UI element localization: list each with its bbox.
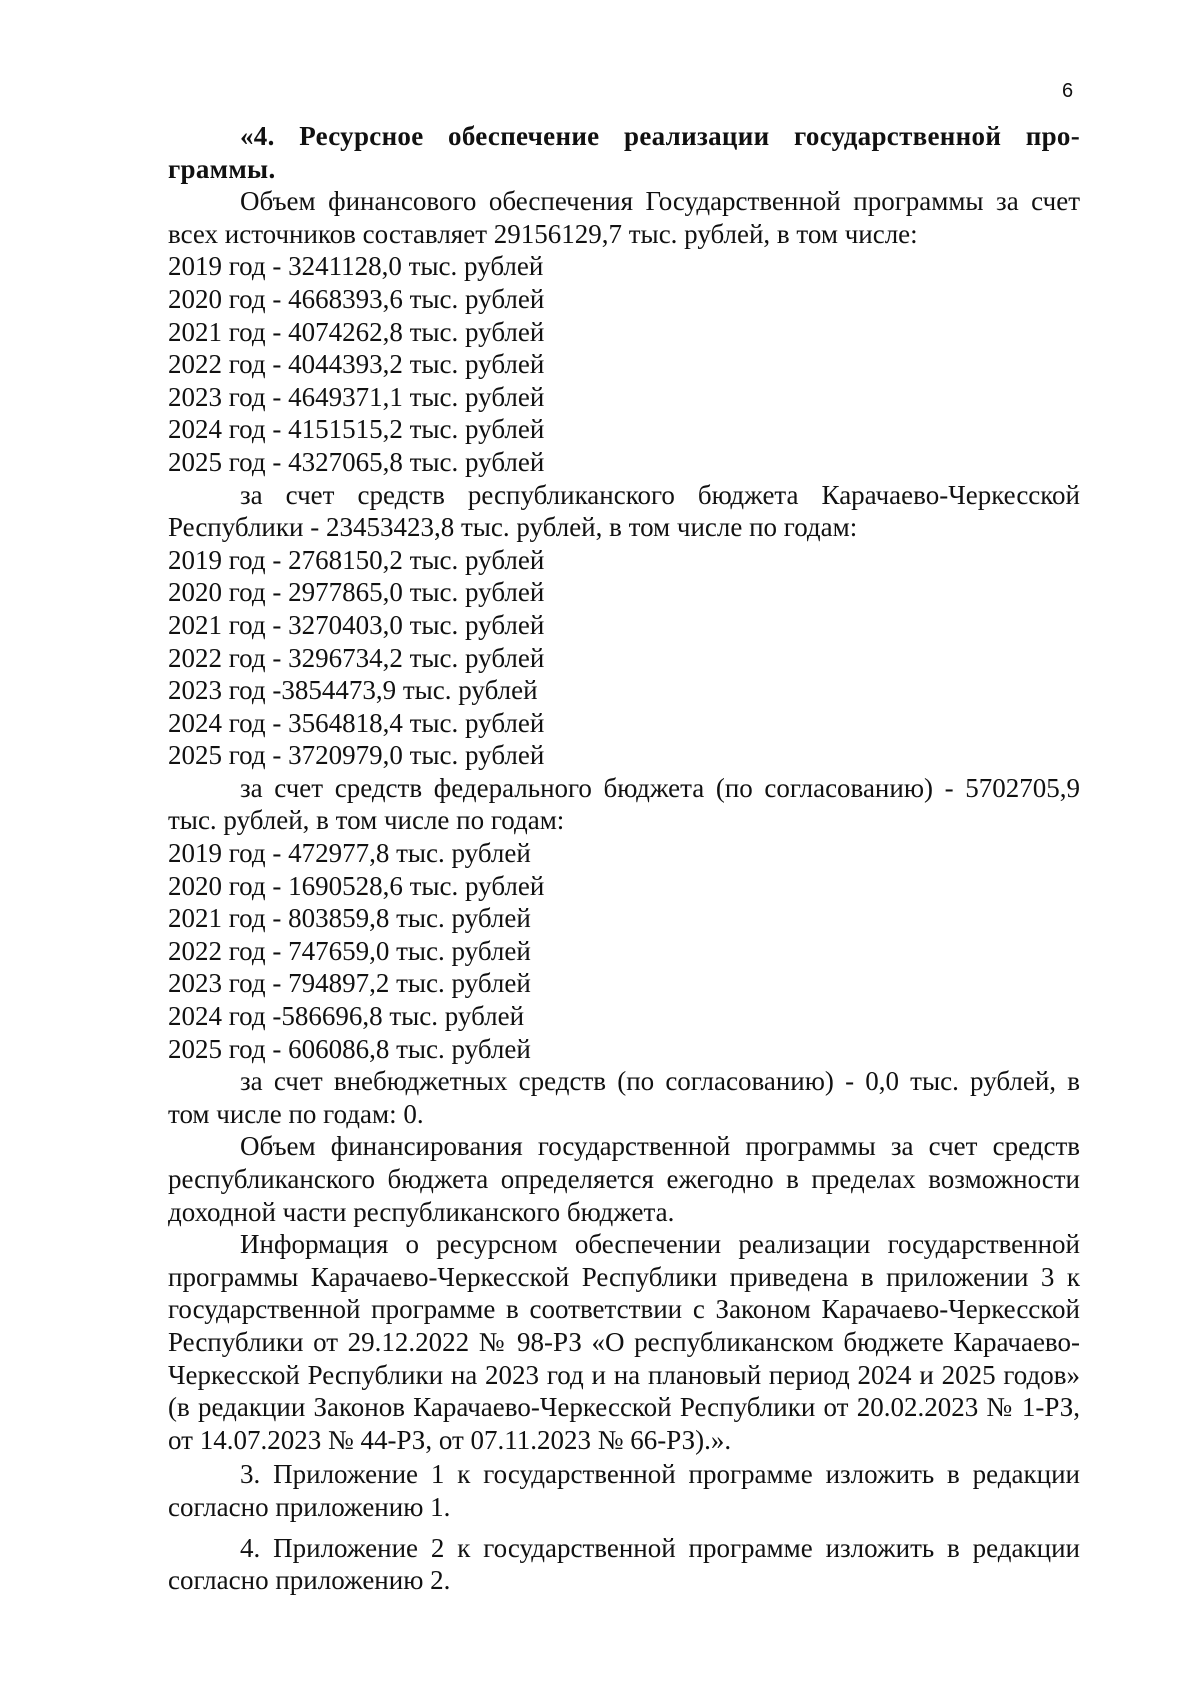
info-paragraph: Информация о ресурсном обеспечении реализации государственной программы Карачаево-Черкесской Республики приведена в приложении 3 к государственной программе в соответствии с Законом Карачаево-Черкесской Республики от 29.12.2022 № 98-РЗ «О республиканском бюджете Карачаево-Черкесской Республики на 2023 год и на плановый период 2024 и 2025 годов» (в редакции Законов Карачаево-Черкесской Республики от 20.02.2023 № 1-РЗ, от 14.07.2023 № 44-РЗ, от 07.11.2023 № 66-РЗ).». <box>168 1229 1080 1455</box>
list-item: 2021 год - 4074262,8 тыс. рублей <box>168 316 545 347</box>
federal-budget-paragraph: за счет средств федерального бюджета (по согласованию) - 5702705,9 тыс. рублей, в том числе по годам: <box>168 772 1080 836</box>
list-item: 2024 год - 3564818,4 тыс. рублей <box>168 707 545 738</box>
list-item: 2019 год - 3241128,0 тыс. рублей <box>168 251 544 282</box>
list-item: 2021 год - 803859,8 тыс. рублей <box>168 903 531 934</box>
list-item: 2020 год - 1690528,6 тыс. рублей <box>168 870 545 901</box>
list-item: 2023 год - 794897,2 тыс. рублей <box>168 968 531 999</box>
list-item: 2022 год - 3296734,2 тыс. рублей <box>168 642 545 673</box>
list-item: 2025 год - 3720979,0 тыс. рублей <box>168 740 545 771</box>
list-item: 2024 год -586696,8 тыс. рублей <box>168 1001 525 1032</box>
list-item: 2019 год - 2768150,2 тыс. рублей <box>168 544 545 575</box>
list-item: 2022 год - 4044393,2 тыс. рублей <box>168 349 545 380</box>
list-item: 2025 год - 4327065,8 тыс. рублей <box>168 446 545 477</box>
list-item: 2023 год - 4649371,1 тыс. рублей <box>168 381 545 412</box>
regional-by-year-list <box>168 544 1080 772</box>
list-item: 2023 год -3854473,9 тыс. рублей <box>168 675 538 706</box>
list-item: 2020 год - 2977865,0 тыс. рублей <box>168 577 545 608</box>
list-item: 2021 год - 3270403,0 тыс. рублей <box>168 609 545 640</box>
item-3-paragraph: 3. Приложение 1 к государственной программе изложить в редакции согласно приложению 1. <box>168 1459 1080 1522</box>
list-item: 2022 год - 747659,0 тыс. рублей <box>168 935 531 966</box>
total-by-year-list <box>168 250 1080 478</box>
intro-paragraph: Объем финансового обеспечения Государственной программы за счет всех источников составляет 29156129,7 тыс. рублей, в том числе: <box>168 186 1080 249</box>
extrabudget-paragraph: за счет внебюджетных средств (по согласованию) - 0,0 тыс. рублей, в том числе по годам: 0. <box>168 1066 1080 1129</box>
list-item: 2024 год - 4151515,2 тыс. рублей <box>168 414 545 445</box>
list-item: 2025 год - 606086,8 тыс. рублей <box>168 1033 531 1064</box>
item-4-paragraph: 4. Приложение 2 к государственной программе изложить в редакции согласно приложению 2. <box>168 1532 1080 1596</box>
list-item: 2019 год - 472977,8 тыс. рублей <box>168 838 531 869</box>
section-heading: «4. Ресурсное обеспечение реализации государственной про-граммы. <box>168 121 1080 184</box>
financing-note-paragraph: Объем финансирования государственной программы за счет средств республиканского бюджета определяется ежегодно в пределах возможности доходной части республиканского бюджета. <box>168 1131 1080 1227</box>
page-number: 6 <box>1062 80 1074 102</box>
federal-by-year-list <box>168 837 1080 1065</box>
list-item: 2020 год - 4668393,6 тыс. рублей <box>168 283 545 314</box>
regional-budget-paragraph: за счет средств республиканского бюджета Карачаево-Черкесской Республики - 23453423,8 тыс. рублей, в том числе по годам: <box>168 479 1080 543</box>
document-body <box>168 120 1080 1597</box>
